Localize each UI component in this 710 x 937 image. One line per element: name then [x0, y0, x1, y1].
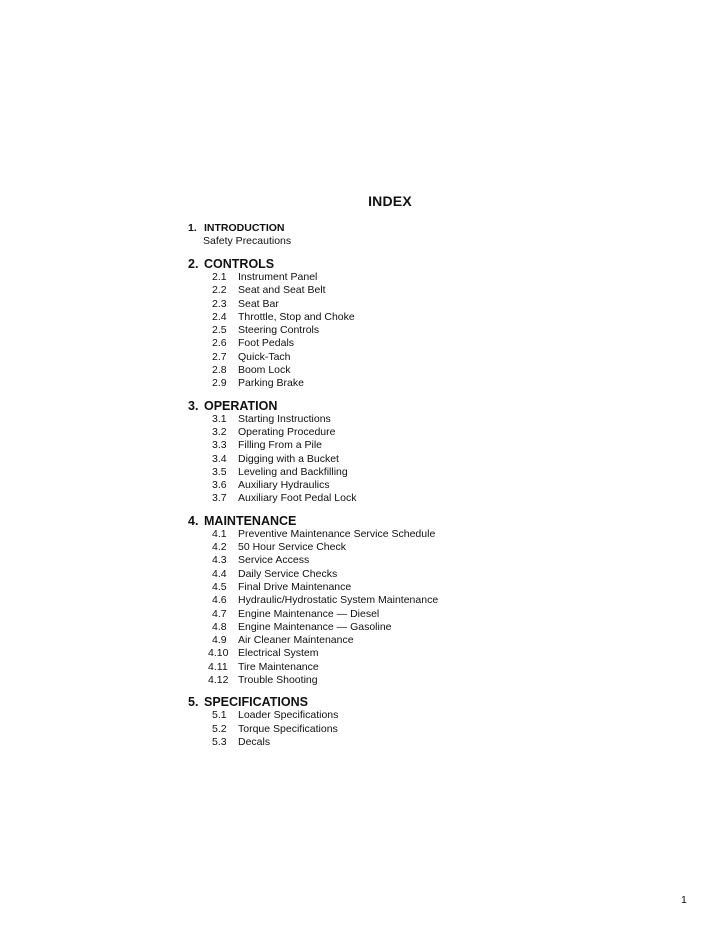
entry-number: 4.7 — [212, 607, 227, 620]
section-number: 2. — [188, 257, 199, 271]
section-heading[interactable] — [188, 221, 608, 235]
entry-label: Service Access — [238, 554, 310, 567]
entry-number: 4.12 — [208, 674, 229, 687]
entry-number: 3.5 — [212, 465, 227, 478]
section-heading[interactable] — [188, 257, 608, 271]
entry-number: 4.9 — [212, 634, 227, 647]
table-of-contents — [188, 221, 608, 754]
entry-number: 2.7 — [212, 350, 227, 363]
entry-label: Hydraulic/Hydrostatic System Maintenance — [238, 594, 439, 607]
entry-label: Seat Bar — [238, 297, 279, 310]
entry-label: Air Cleaner Maintenance — [238, 634, 354, 647]
entry-label: Engine Maintenance — Gasoline — [238, 620, 392, 633]
entry-number: 3.2 — [212, 425, 227, 438]
entry-label: Throttle, Stop and Choke — [238, 310, 355, 323]
section-number: 4. — [188, 513, 199, 528]
toc-entry[interactable] — [188, 479, 608, 492]
section-heading[interactable] — [188, 695, 608, 709]
entry-label: Steering Controls — [238, 324, 320, 337]
entry-label: Tire Maintenance — [238, 660, 319, 673]
entry-number: 2.8 — [212, 364, 227, 377]
entry-label: 50 Hour Service Check — [238, 541, 346, 554]
entry-number: 3.6 — [212, 479, 227, 492]
entry-number: 3.3 — [212, 439, 227, 452]
toc-entry[interactable] — [188, 528, 608, 541]
toc-entry[interactable] — [188, 554, 608, 567]
toc-entry-safety-precautions[interactable]: Safety Precautions — [203, 235, 292, 247]
entry-number: 2.4 — [212, 310, 227, 323]
section-number: 1. — [188, 222, 197, 234]
section-maintenance — [188, 514, 608, 688]
entry-number: 5.1 — [212, 709, 227, 722]
section-number: 5. — [188, 695, 199, 710]
toc-entry[interactable] — [188, 723, 608, 736]
entry-number: 2.2 — [212, 284, 227, 297]
entry-number: 3.1 — [212, 412, 227, 425]
entry-label: Filling From a Pile — [238, 439, 323, 452]
section-heading[interactable] — [188, 514, 608, 528]
toc-entry[interactable] — [188, 634, 608, 647]
entry-label: Torque Specifications — [238, 722, 338, 735]
section-operation — [188, 399, 608, 506]
section-title: CONTROLS — [204, 257, 275, 271]
section-title: OPERATION — [204, 398, 278, 413]
entry-number: 4.10 — [208, 647, 229, 660]
entry-number: 4.8 — [212, 620, 227, 633]
entry-label: Operating Procedure — [238, 425, 336, 438]
toc-entry[interactable] — [188, 364, 608, 377]
entry-label: Loader Specifications — [238, 709, 339, 722]
section-number: 3. — [188, 398, 199, 413]
toc-entry[interactable] — [188, 594, 608, 607]
entry-label: Decals — [238, 735, 271, 748]
toc-entry[interactable] — [188, 709, 608, 722]
toc-entry[interactable] — [188, 647, 608, 660]
toc-entry[interactable] — [188, 324, 608, 337]
entry-label: Seat and Seat Belt — [238, 284, 326, 297]
toc-entry[interactable] — [188, 426, 608, 439]
toc-entry[interactable] — [188, 466, 608, 479]
entry-label: Leveling and Backfilling — [238, 465, 348, 478]
entry-label: Trouble Shooting — [238, 674, 318, 687]
entry-number: 3.7 — [212, 492, 227, 505]
entry-label: Quick-Tach — [238, 350, 291, 363]
entry-number: 4.11 — [208, 660, 228, 673]
toc-entry[interactable] — [188, 674, 608, 687]
entry-label: Daily Service Checks — [238, 567, 338, 580]
toc-entry[interactable] — [188, 581, 608, 594]
entry-label: Digging with a Bucket — [238, 452, 339, 465]
entry-label: Auxiliary Hydraulics — [238, 479, 330, 492]
entry-label: Starting Instructions — [238, 412, 331, 425]
entry-number: 5.2 — [212, 722, 227, 735]
entry-number: 5.3 — [212, 735, 227, 748]
entry-label: Boom Lock — [238, 364, 291, 377]
entry-number: 4.1 — [212, 527, 227, 540]
toc-entry[interactable] — [188, 608, 608, 621]
toc-entry[interactable] — [188, 284, 608, 297]
entry-label: Preventive Maintenance Service Schedule — [238, 527, 436, 540]
entry-number: 2.9 — [212, 377, 227, 390]
entry-number: 2.5 — [212, 324, 227, 337]
toc-entry[interactable] — [188, 492, 608, 505]
page-title: INDEX — [368, 193, 412, 209]
toc-entry[interactable] — [188, 661, 608, 674]
entry-number: 4.3 — [212, 554, 227, 567]
section-introduction — [188, 221, 608, 248]
toc-entry[interactable] — [188, 439, 608, 452]
toc-entry[interactable] — [188, 541, 608, 554]
entry-number: 2.6 — [212, 337, 227, 350]
toc-entry[interactable] — [188, 621, 608, 634]
section-heading[interactable] — [188, 399, 608, 413]
entry-label: Instrument Panel — [238, 271, 318, 283]
section-title: INTRODUCTION — [204, 222, 285, 234]
entry-label: Engine Maintenance — Diesel — [238, 607, 380, 620]
entry-number: 2.1 — [212, 271, 227, 283]
entry-number: 4.4 — [212, 567, 227, 580]
toc-entry[interactable] — [188, 413, 608, 426]
entry-number: 4.6 — [212, 594, 227, 607]
section-title: SPECIFICATIONS — [204, 695, 308, 710]
toc-entry[interactable] — [188, 351, 608, 364]
toc-entry[interactable] — [188, 271, 608, 284]
entry-number: 3.4 — [212, 452, 227, 465]
toc-entry[interactable] — [188, 568, 608, 581]
toc-entry[interactable] — [188, 377, 608, 390]
entry-number: 4.5 — [212, 580, 227, 593]
toc-entry[interactable] — [188, 298, 608, 311]
entry-label: Auxiliary Foot Pedal Lock — [238, 492, 357, 505]
toc-entry[interactable] — [188, 311, 608, 324]
section-title: MAINTENANCE — [204, 513, 297, 528]
entry-number: 2.3 — [212, 297, 227, 310]
toc-entry[interactable] — [188, 736, 608, 749]
entry-label: Electrical System — [238, 647, 319, 660]
section-controls — [188, 257, 608, 391]
toc-entry[interactable] — [188, 453, 608, 466]
page-number: 1 — [681, 894, 687, 906]
section-specifications — [188, 695, 608, 749]
toc-entry[interactable] — [188, 337, 608, 350]
entry-label: Final Drive Maintenance — [238, 580, 352, 593]
entry-label: Parking Brake — [238, 377, 304, 390]
entry-label: Foot Pedals — [238, 337, 295, 350]
entry-number: 4.2 — [212, 541, 227, 554]
